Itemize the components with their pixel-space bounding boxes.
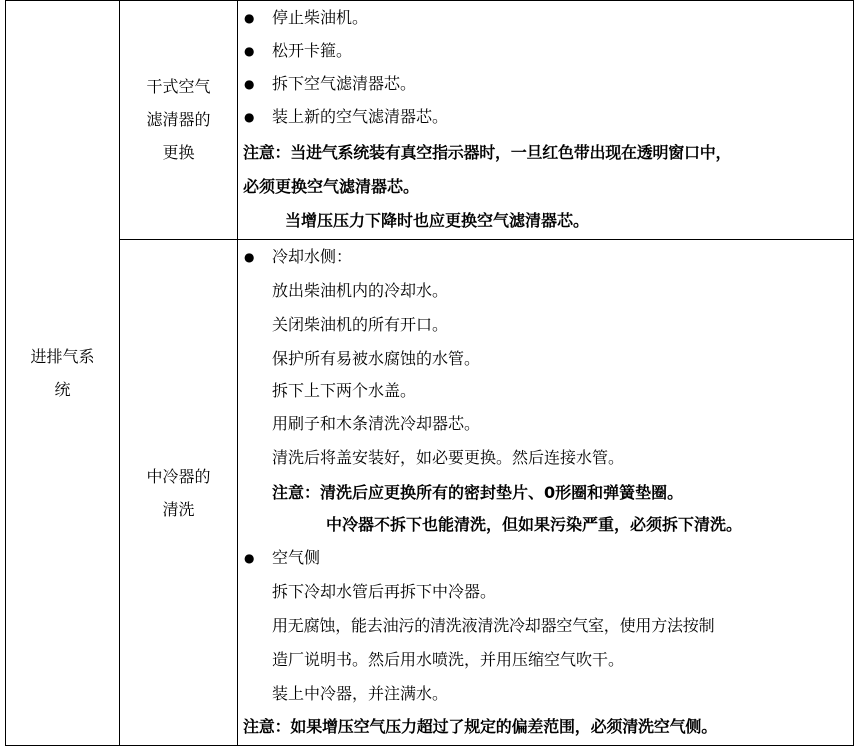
procedure-step: ● 停止柴油机。 <box>272 8 368 28</box>
subsection-label-intercooler <box>120 240 237 745</box>
subsection-label-line: 清洗 <box>162 499 195 519</box>
procedure-step: 用无腐蚀，能去油污的清洗液清洗冷却器空气室，使用方法按制 <box>272 616 715 635</box>
section-heading: ● 空气侧 <box>272 548 320 568</box>
procedure-step: 清洗后将盖安装好，如必要更换。然后连接水管。 <box>272 448 625 467</box>
procedure-step: 装上中冷器，并注满水。 <box>272 684 449 703</box>
procedure-step: 造厂说明书。然后用水喷洗，并用压缩空气吹干。 <box>272 650 625 669</box>
procedure-step: 关闭柴油机的所有开口。 <box>272 315 449 334</box>
table-rule <box>237 0 238 746</box>
procedure-step: ● 松开卡箍。 <box>272 41 352 61</box>
note-text: 必须更换空气滤清器芯。 <box>243 177 420 196</box>
procedure-step: 拆下上下两个水盖。 <box>272 381 417 400</box>
subsection-label-line: 滤清器的 <box>146 110 211 129</box>
procedure-step: 用刷子和木条清洗冷却器芯。 <box>272 414 481 433</box>
note-text: 注意：当进气系统装有真空指示器时，一旦红色带出现在透明窗口中， <box>243 143 732 162</box>
subsection-label-air-filter <box>120 0 237 239</box>
subsection-label-line: 干式空气 <box>146 77 211 96</box>
procedure-step: ● 拆下空气滤清器芯。 <box>272 74 416 94</box>
table-rule <box>853 0 854 746</box>
note-text: 注意：清洗后应更换所有的密封垫片、0形圈和弹簧垫圈。 <box>272 483 684 502</box>
section-heading: ● 冷却水侧： <box>272 247 352 267</box>
procedure-step: 放出柴油机内的冷却水。 <box>272 281 449 300</box>
section-label-line-1: 进排气系 <box>30 346 95 366</box>
section-label <box>6 0 119 745</box>
procedure-step: 保护所有易被水腐蚀的水管。 <box>272 349 481 368</box>
note-text: 注意：如果增压空气压力超过了规定的偏差范围，必须清洗空气侧。 <box>243 717 718 736</box>
table-rule <box>5 745 854 746</box>
procedure-step: ● 装上新的空气滤清器芯。 <box>272 107 448 127</box>
note-text: 中冷器不拆下也能清洗，但如果污染严重，必须拆下清洗。 <box>326 515 743 534</box>
note-text: 当增压压力下降时也应更换空气滤清器芯。 <box>285 211 590 230</box>
procedure-step: 拆下冷却水管后再拆下中冷器。 <box>272 582 497 601</box>
subsection-label-line: 更换 <box>162 143 195 162</box>
section-label-line-2: 统 <box>54 379 71 399</box>
subsection-label-line: 中冷器的 <box>146 466 211 486</box>
